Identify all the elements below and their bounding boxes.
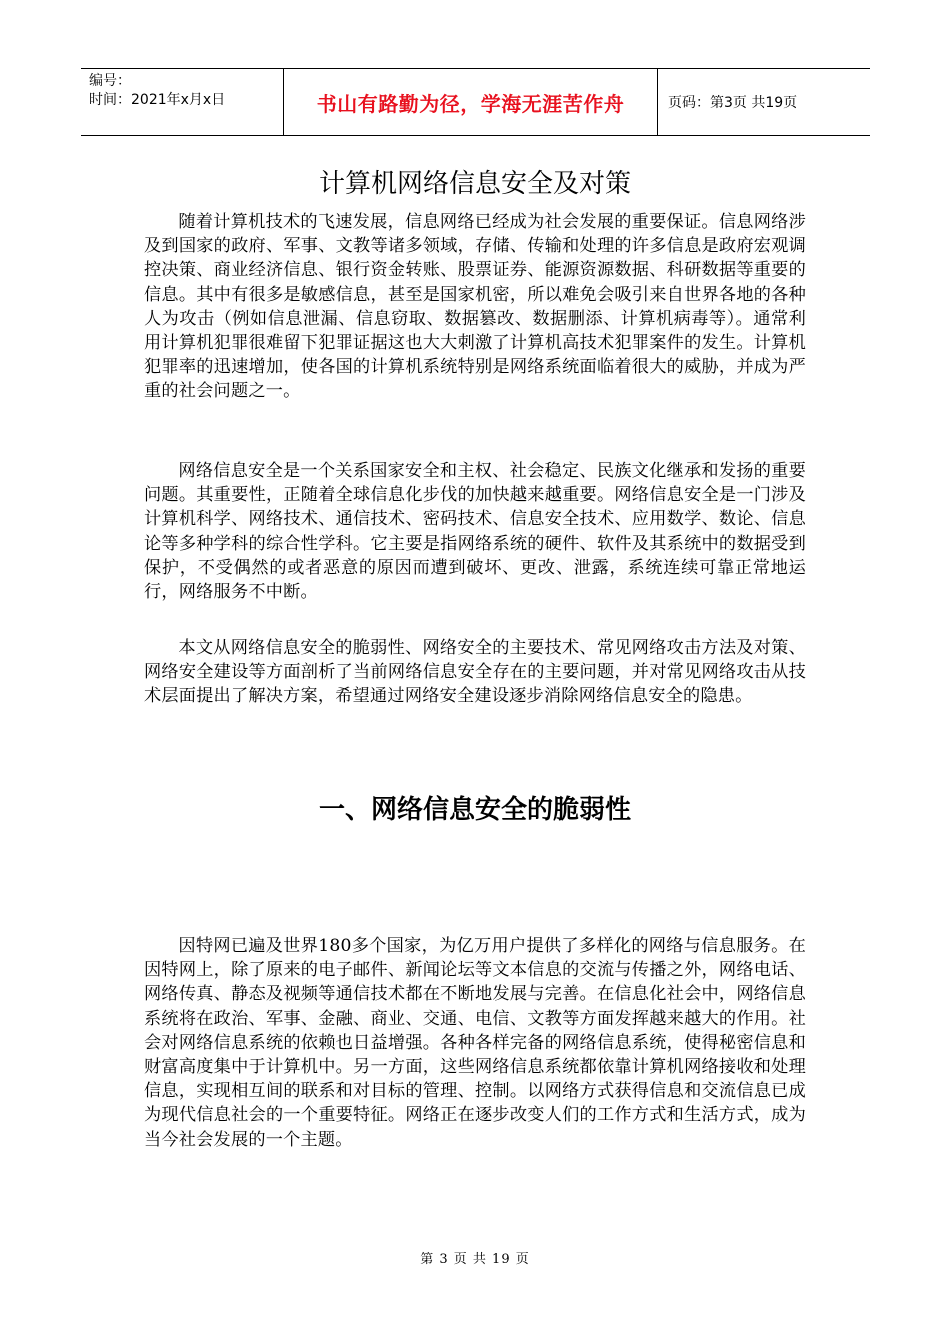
header-table <box>81 68 870 136</box>
intro-paragraph-1: 随着计算机技术的飞速发展，信息网络已经成为社会发展的重要保证。信息网络涉及到国家的政府、军事、文教等诸多领域，存储、传输和处理的许多信息是政府宏观调控决策、商业经济信息、银行资金转账、股票证券、能源资源数据、科研数据等重要的信息。其中有很多是敏感信息，甚至是国家机密，所以难免会吸引来自世界各地的各种人为攻击（例如信息泄漏、信息窃取、数据篡改、数据删添、计算机病毒等）。通常利用计算机犯罪很难留下犯罪证据这也大大刺激了计算机高技术犯罪案件的发生。计算机犯罪率的迅速增加，使各国的计算机系统特别是网络系统面临着很大的威胁，并成为严重的社会问题之一。 <box>144 212 806 402</box>
document-title: 计算机网络信息安全及对策 <box>318 169 631 199</box>
motto-text: 书山有路勤为径，学海无涯苦作舟 <box>316 91 625 116</box>
number-label: 编号： <box>89 73 131 89</box>
time-label: 时间：2021年x月x日 <box>89 92 226 108</box>
section-paragraph: 因特网已遍及世界180多个国家，为亿万用户提供了多样化的网络与信息服务。在因特网上，除了原来的电子邮件、新闻论坛等文本信息的交流与传播之外，网络电话、网络传真、静态及视频等通信技术都在不断地发展与完善。在信息化社会中，网络信息系统将在政治、军事、金融、商业、交通、电信、文教等方面发挥越来越大的作用。社会对网络信息系统的依赖也日益增强。各种各样完备的网络信息系统，使得秘密信息和财富高度集中于计算机中。另一方面，这些网络信息系统都依靠计算机网络接收和处理信息，实现相互间的联系和对目标的管理、控制。以网络方式获得信息和交流信息已成为现代信息社会的一个重要特征。网络正在逐步改变人们的工作方式和生活方式，成为当今社会发展的一个主题。 <box>144 936 806 1150</box>
intro-paragraph-2: 网络信息安全是一个关系国家安全和主权、社会稳定、民族文化继承和发扬的重要问题。其重要性，正随着全球信息化步伐的加快越来越重要。网络信息安全是一门涉及计算机科学、网络技术、通信技术、密码技术、信息安全技术、应用数学、数论、信息论等多种学科的综合性学科。它主要是指网络系统的硬件、软件及其系统中的数据受到保护，不受偶然的或者恶意的原因而遭到破坏、更改、泄露，系统连续可靠正常地运行，网络服务不中断。 <box>144 461 806 603</box>
page-info-cell <box>658 69 870 135</box>
intro-paragraph-3: 本文从网络信息安全的脆弱性、网络安全的主要技术、常见网络攻击方法及对策、网络安全建设等方面剖析了当前网络信息安全存在的主要问题，并对常见网络攻击从技术层面提出了解决方案，希望通过网络安全建设逐步消除网络信息安全的隐患。 <box>144 638 806 707</box>
header-meta-cell <box>81 69 283 135</box>
section-title: 一、网络信息安全的脆弱性 <box>318 795 631 825</box>
motto-cell <box>283 69 658 135</box>
page-info-text: 页码：第3页 共19页 <box>668 95 798 111</box>
page-footer: 第 3 页 共 19 页 <box>420 1252 530 1267</box>
